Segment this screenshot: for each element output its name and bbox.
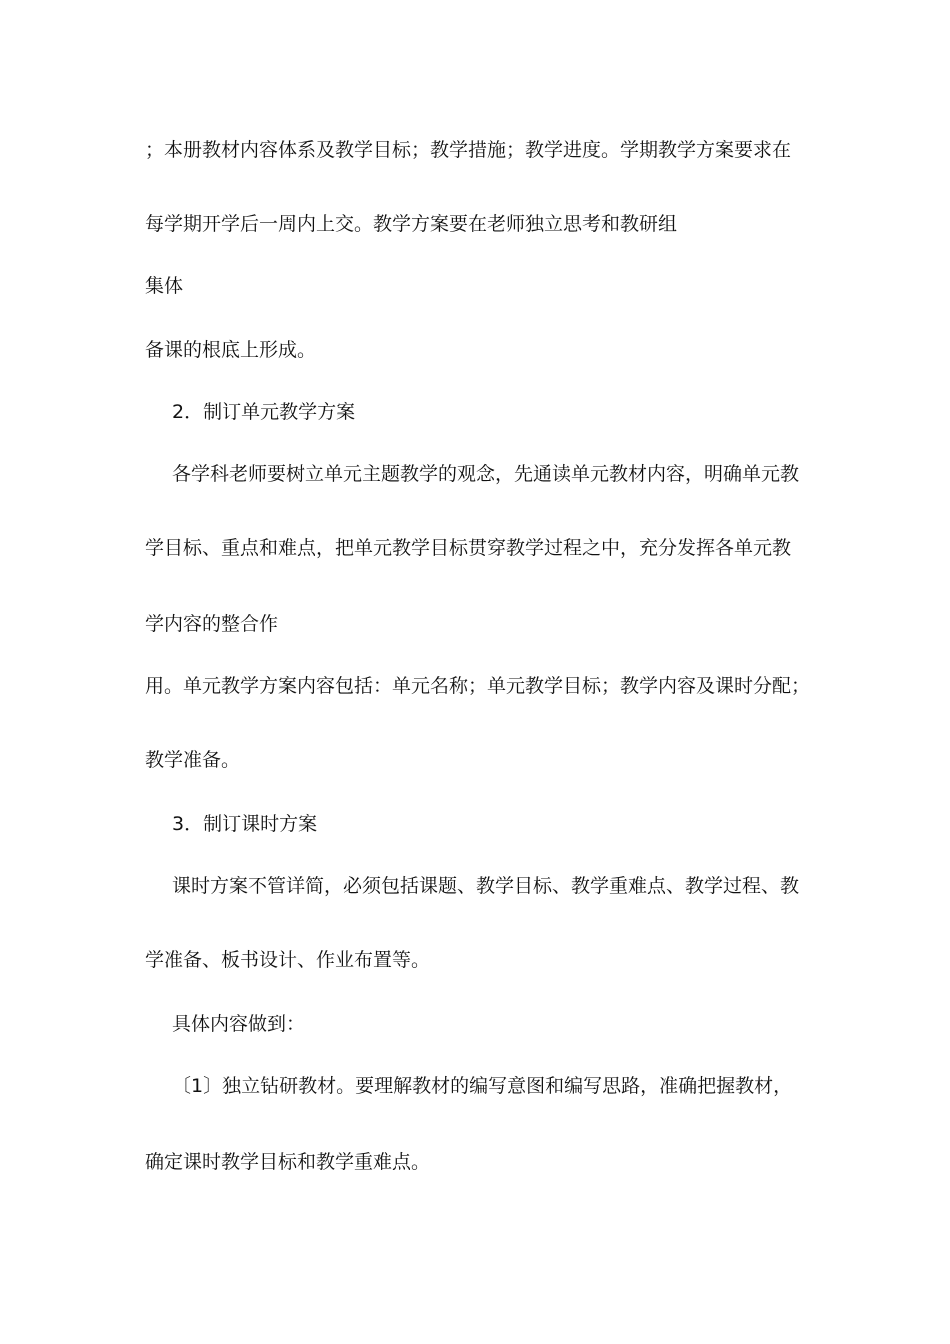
text-line-12: 课时方案不管详简，必须包括课题、教学目标、教学重难点、教学过程、教 xyxy=(172,875,800,897)
text-line-13: 学准备、板书设计、作业布置等。 xyxy=(145,949,431,971)
text-line-8: 学内容的整合作 xyxy=(145,613,279,635)
text-line-3: 集体 xyxy=(145,275,184,297)
text-line-6: 各学科老师要树立单元主题教学的观念，先通读单元教材内容，明确单元教 xyxy=(172,463,800,485)
text-line-16: 确定课时教学目标和教学重难点。 xyxy=(145,1151,431,1173)
text-line-15: 〔1〕独立钻研教材。要理解教材的编写意图和编写思路，准确把握教材， xyxy=(172,1075,793,1097)
text-line-14: 具体内容做到： xyxy=(172,1013,306,1035)
text-line-7: 学目标、重点和难点，把单元教学目标贯穿教学过程之中，充分发挥各单元教 xyxy=(145,537,792,559)
text-line-4: 备课的根底上形成。 xyxy=(145,339,317,361)
text-line-10: 教学准备。 xyxy=(145,749,241,771)
text-line-2: 每学期开学后一周内上交。教学方案要在老师独立思考和教研组 xyxy=(145,213,678,235)
section-heading-2: 2．制订单元教学方案 xyxy=(172,401,356,423)
section-heading-3: 3．制订课时方案 xyxy=(172,813,318,835)
text-line-1: ；本册教材内容体系及教学目标；教学措施；教学进度。学期教学方案要求在 xyxy=(145,139,792,161)
text-line-9: 用。单元教学方案内容包括：单元名称；单元教学目标；教学内容及课时分配； xyxy=(145,675,811,697)
